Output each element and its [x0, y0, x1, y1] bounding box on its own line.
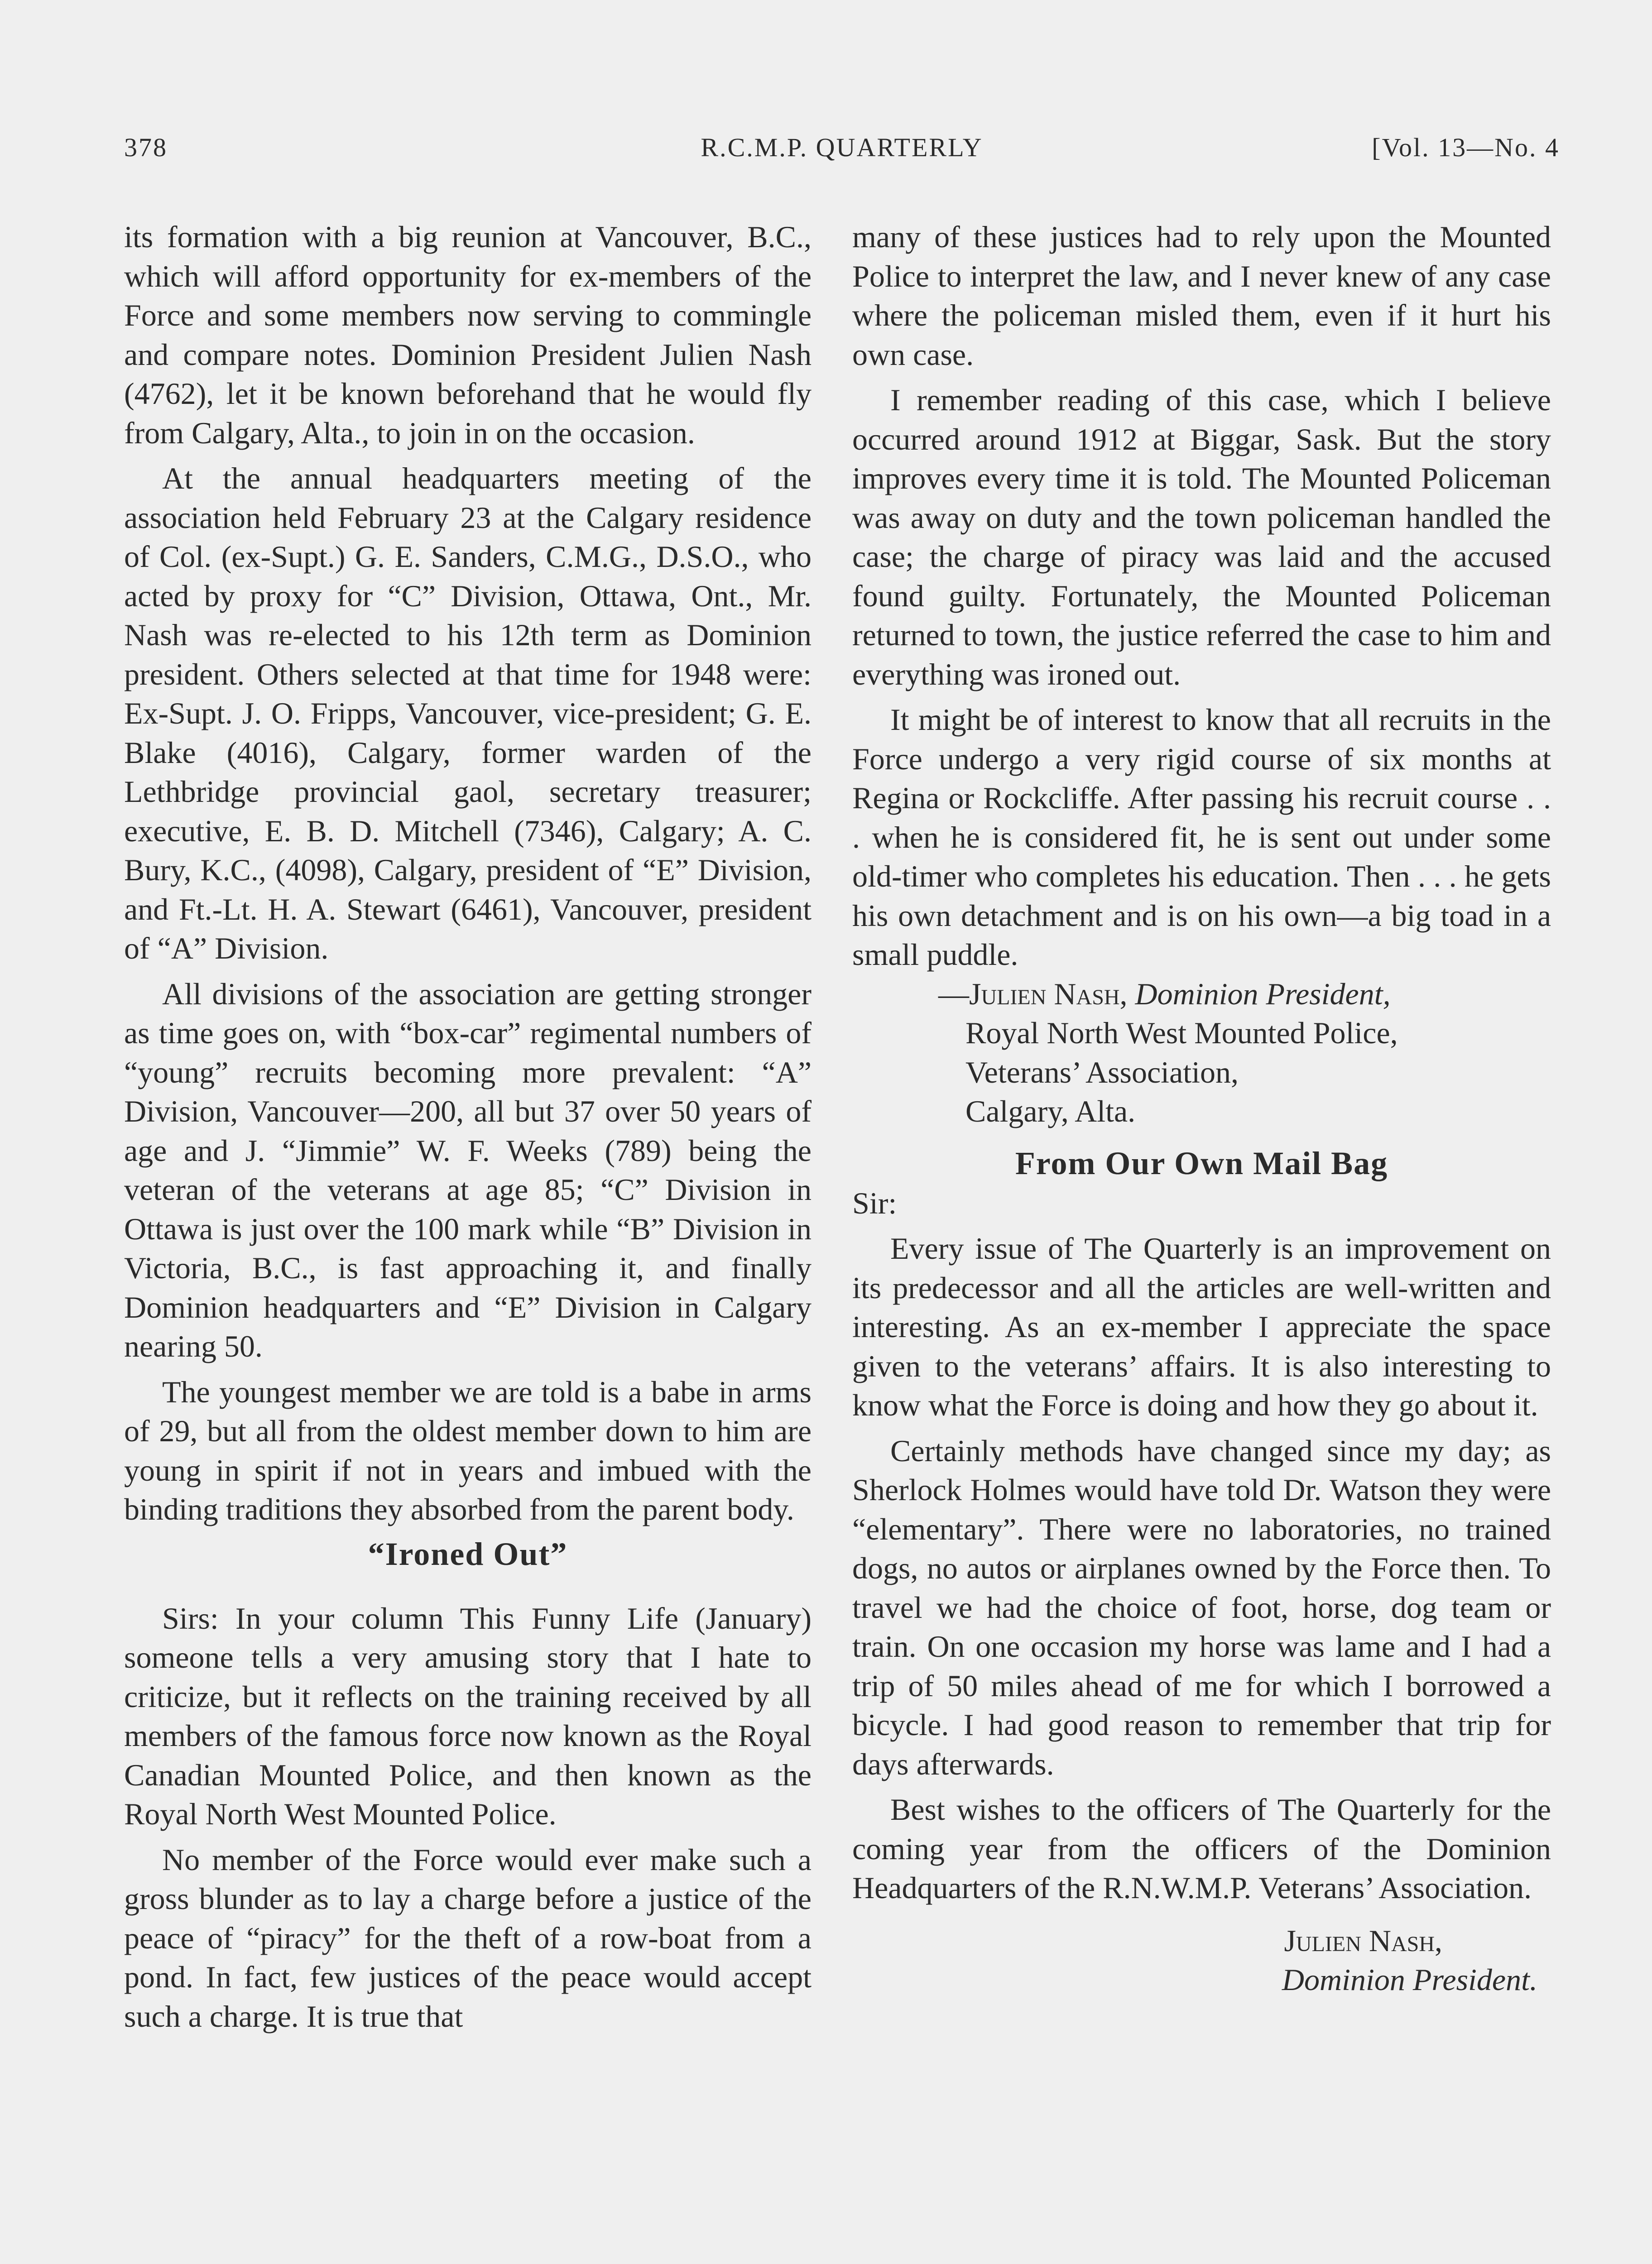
salutation: Sir:	[852, 1185, 897, 1220]
paragraph: Sirs: In your column This Funny Life (January) someone tells a very amusing story that I hate to criticize, but it reflects on the training received by all members of the famous force now known as the Royal Canadian Mounted Police, and then known as the Royal North West Mounted Police.	[124, 1601, 812, 1831]
paragraph: All divisions of the association are getting stronger as time goes on, with “box-car” regimental numbers of “young” recruits becoming more prevalent: “A” Division, Vancouver—200, all but 37 over 50 years of age and J. “Jimmie” W. F. Weeks (789) being the veteran of the veterans at age 85; “C” Division in Ottawa is just over the 100 mark while “B” Division in Victoria, B.C., is fast approaching it, and finally Dominion headquarters and “E” Division in Calgary nearing 50.	[124, 976, 812, 1363]
signature-line: Royal North West Mounted Police,	[965, 1016, 1398, 1050]
volume-issue: [Vol. 13—No. 4	[1372, 133, 1560, 162]
section-heading: From Our Own Mail Bag	[1015, 1145, 1388, 1181]
paragraph: I remember reading of this case, which I believe occurred around 1912 at Biggar, Sask. But the story improves every time it is told. The Mounted Policeman was away on duty and the town policeman handled the case; the charge of piracy was laid and the accused found guilty. Fortunately, the Mounted Policeman returned to town, the justice referred the case to him and everything was ironed out.	[852, 383, 1551, 691]
running-title: R.C.M.P. QUARTERLY	[701, 133, 983, 162]
signature-line: Calgary, Alta.	[965, 1094, 1136, 1128]
signature-block	[852, 1921, 1551, 2000]
signature-block	[938, 974, 1551, 1131]
paragraph: Certainly methods have changed since my day; as Sherlock Holmes would have told Dr. Watson they were “elementary”. There were no laboratories, no trained dogs, no autos or airplanes owned by the Force then. To travel we had the choice of foot, horse, dog team or train. On one occasion my horse was lame and I had a trip of 50 miles ahead of me for which I borrowed a bicycle. I had good reason to remember that trip for days afterwards.	[852, 1433, 1551, 1781]
paragraph: Every issue of The Quarterly is an improvement on its predecessor and all the articles are well-written and interesting. As an ex-member I appreciate the space given to the veterans’ affairs. It is also interesting to know what the Force is doing and how they go about it.	[852, 1231, 1551, 1422]
right-column	[852, 217, 1551, 2000]
signature-title: Dominion President.	[1282, 1962, 1537, 1997]
left-column	[124, 217, 812, 2036]
signature-line: Veterans’ Association,	[965, 1055, 1239, 1089]
paragraph: It might be of interest to know that all recruits in the Force undergo a very rigid course of six months at Regina or Rockcliffe. After passing his recruit course . . . when he is considered fit, he is sent out under some old-timer who completes his education. Then . . . he gets his own detachment and is on his own—a big toad in a small puddle.	[852, 702, 1551, 972]
running-header	[124, 132, 1560, 168]
signature-name: —Julien Nash,	[938, 976, 1128, 1011]
paragraph: many of these justices had to rely upon the Mounted Police to interpret the law, and I never knew of any case where the policeman misled them, even if it hurt his own case.	[852, 220, 1551, 372]
page-number: 378	[124, 133, 168, 162]
paragraph: its formation with a big reunion at Vancouver, B.C., which will afford opportunity for ex-members of the Force and some members now serving to commingle and compare notes. Dominion President Julien Nash (4762), let it be known beforehand that he would fly from Calgary, Alta., to join in on the occasion.	[124, 220, 812, 450]
signature-name: Julien Nash,	[1284, 1923, 1442, 1958]
paragraph: The youngest member we are told is a babe in arms of 29, but all from the oldest member down to him are young in spirit if not in years and imbued with the binding traditions they absorbed from the parent body.	[124, 1374, 812, 1526]
section-heading: “Ironed Out”	[368, 1535, 568, 1572]
paragraph: At the annual headquarters meeting of the association held February 23 at the Calgary residence of Col. (ex-Supt.) G. E. Sanders, C.M.G., D.S.O., who acted by proxy for “C” Division, Ottawa, Ont., Mr. Nash was re-elected to his 12th term as Dominion president. Others selected at that time for 1948 were: Ex-Supt. J. O. Fripps, Vancouver, vice-president; G. E. Blake (4016), Calgary, former warden of the Lethbridge provincial gaol, secretary treasurer; executive, E. B. D. Mitchell (7346), Calgary; A. C. Bury, K.C., (4098), Calgary, president of “E” Division, and Ft.-Lt. H. A. Stewart (6461), Vancouver, president of “A” Division.	[124, 461, 812, 965]
paragraph: Best wishes to the officers of The Quarterly for the coming year from the officers of the Dominion Headquarters of the R.N.W.M.P. Veterans’ Association.	[852, 1792, 1551, 1905]
paragraph: No member of the Force would ever make such a gross blunder as to lay a charge before a justice of the peace of “piracy” for the theft of a row-boat from a pond. In fact, few justices of the peace would accept such a charge. It is true that	[124, 1842, 812, 2034]
signature-title: Dominion President,	[1135, 976, 1391, 1011]
